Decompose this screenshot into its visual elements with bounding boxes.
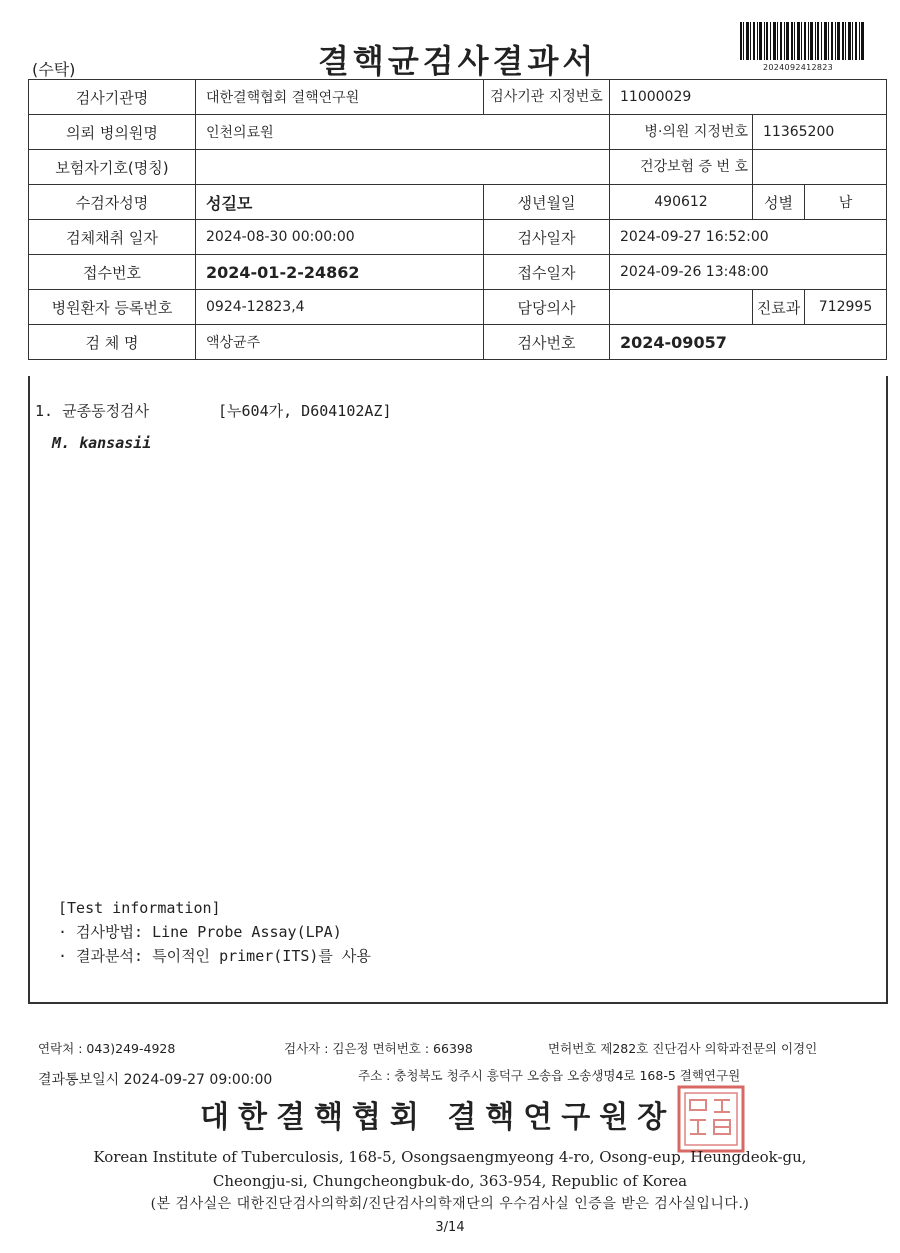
sex-value: 남 (805, 185, 887, 220)
document-title: 결핵균검사결과서 (318, 42, 598, 80)
patient-info-table (28, 79, 887, 360)
table-row (29, 255, 887, 290)
table-row (29, 150, 887, 185)
specimen-value: 액상균주 (196, 325, 484, 360)
patient-name-label: 수검자성명 (29, 185, 196, 220)
receipt-date-value: 2024-09-26 13:48:00 (610, 255, 887, 290)
specimen-label: 검 체 명 (29, 325, 196, 360)
collection-date-value: 2024-08-30 00:00:00 (196, 220, 484, 255)
test-item: 1. 균종동정검사 (35, 402, 150, 420)
test-information (58, 896, 371, 968)
examiner: 검사자 : 김은정 면허번호 : 66398 (284, 1041, 473, 1056)
receipt-number-value: 2024-01-2-24862 (196, 255, 484, 290)
test-item-code: [누604가, D604102AZ] (218, 402, 392, 420)
organization-name: 대한결핵협회 결핵연구원장 (200, 1100, 676, 1135)
certification-note: (본 검사실은 대한진단검사의학회/진단검사의학재단의 우수검사실 인증을 받은 검사실입니다.) (150, 1196, 750, 1212)
test-number-label: 검사번호 (484, 325, 610, 360)
official-seal-icon (676, 1084, 746, 1154)
result-analysis: · 결과분석: 특이적인 primer(ITS)를 사용 (58, 947, 371, 965)
table-row (29, 325, 887, 360)
hospital-name-value: 인천의료원 (196, 115, 610, 150)
receipt-date-label: 접수일자 (484, 255, 610, 290)
registration-number-label: 병원환자 등록번호 (29, 290, 196, 325)
consignment-tag: (수탁) (32, 60, 76, 79)
address: 주소 : 충청북도 청주시 흥덕구 오송읍 오송생명4로 168-5 결핵연구원 (358, 1068, 741, 1083)
hospital-code-value: 11365200 (753, 115, 887, 150)
health-insurance-label: 건강보험 증 번 호 (610, 150, 753, 185)
specialist-license: 면허번호 제282호 진단검사 의학과전문의 이경인 (548, 1041, 818, 1056)
lab-code-value: 11000029 (610, 80, 887, 115)
english-address-line-1: Korean Institute of Tuberculosis, 168-5, Osongsaengmyeong 4-ro, Osong-eup, Heungdeok-gu, (93, 1148, 807, 1166)
insured-value (196, 150, 610, 185)
lab-name-value: 대한결핵협회 결핵연구원 (196, 80, 484, 115)
collection-date-label: 검체채취 일자 (29, 220, 196, 255)
table-row (29, 220, 887, 255)
table-row (29, 80, 887, 115)
test-number-value: 2024-09057 (610, 325, 887, 360)
lab-name-label: 검사기관명 (29, 80, 196, 115)
report-date: 결과통보일시 2024-09-27 09:00:00 (38, 1072, 273, 1088)
barcode-number: 2024092412823 (763, 63, 834, 72)
english-address (0, 1145, 900, 1193)
patient-name-value: 성길모 (196, 185, 484, 220)
barcode-icon (740, 22, 864, 60)
page-number: 3/14 (435, 1220, 465, 1235)
organism-result: M. kansasii (52, 434, 152, 452)
sex-label: 성별 (753, 185, 805, 220)
department-value: 712995 (805, 290, 887, 325)
dob-value: 490612 (610, 185, 753, 220)
english-address-line-2: Cheongju-si, Chungcheongbuk-do, 363-954, Republic of Korea (212, 1172, 688, 1190)
table-row (29, 185, 887, 220)
hospital-name-label: 의뢰 병의원명 (29, 115, 196, 150)
doctor-value (610, 290, 753, 325)
table-row (29, 115, 887, 150)
test-method: · 검사방법: Line Probe Assay(LPA) (58, 923, 342, 941)
insured-label: 보험자기호(명칭) (29, 150, 196, 185)
table-row (29, 290, 887, 325)
registration-number-value: 0924-12823,4 (196, 290, 484, 325)
lab-code-label: 검사기관 지정번호 (484, 80, 610, 115)
doctor-label: 담당의사 (484, 290, 610, 325)
contact-phone: 연락처 : 043)249-4928 (38, 1041, 176, 1056)
dob-label: 생년월일 (484, 185, 610, 220)
receipt-number-label: 접수번호 (29, 255, 196, 290)
test-info-title: [Test information] (58, 899, 221, 917)
health-insurance-value (753, 150, 887, 185)
department-label: 진료과 (753, 290, 805, 325)
test-date-label: 검사일자 (484, 220, 610, 255)
test-date-value: 2024-09-27 16:52:00 (610, 220, 887, 255)
hospital-code-label: 병·의원 지정번호 (610, 115, 753, 150)
